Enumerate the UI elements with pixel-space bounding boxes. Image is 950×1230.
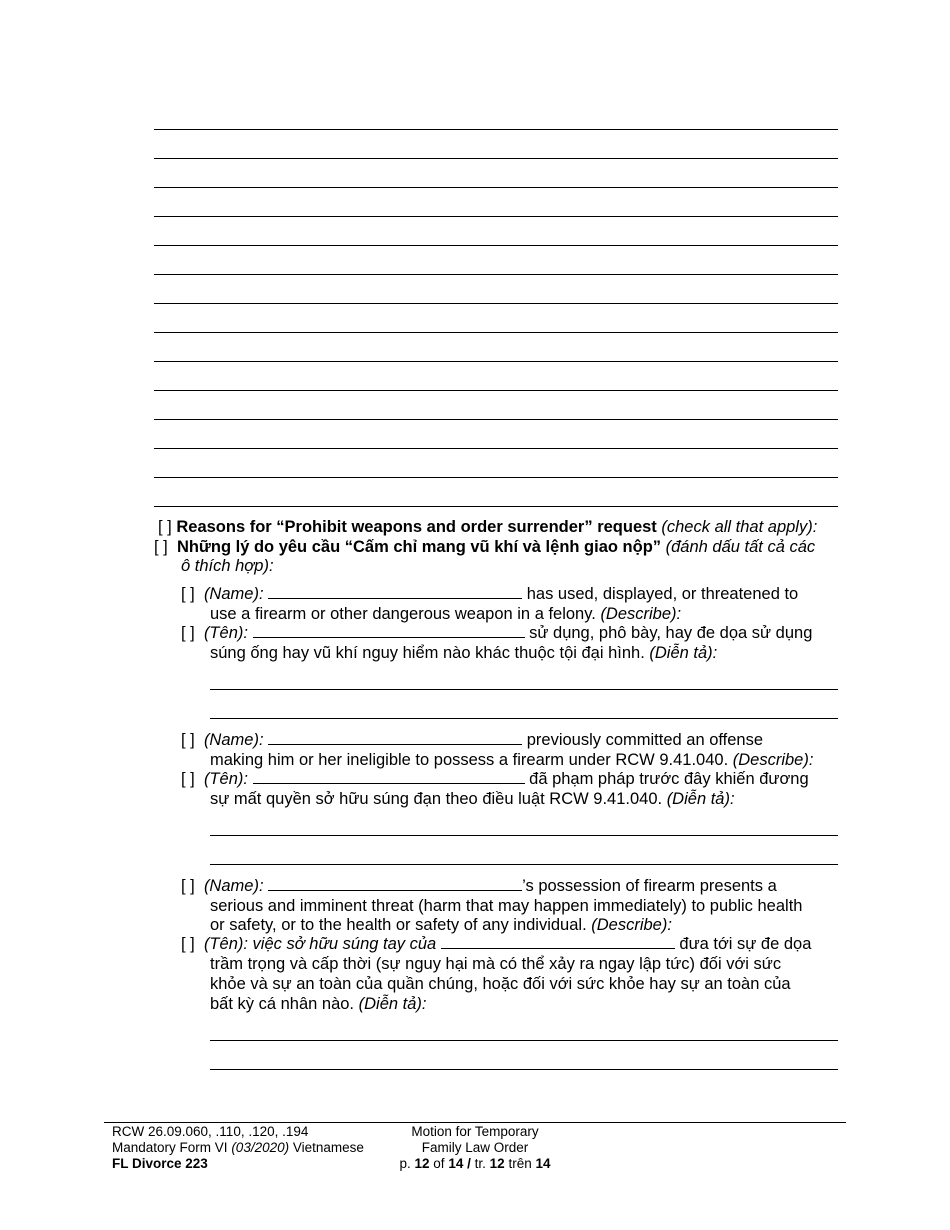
writing-line[interactable] [154, 303, 838, 304]
writing-line[interactable] [154, 245, 838, 246]
item-2-checkbox-en[interactable]: [ ] [181, 731, 195, 749]
item-1-describe-line[interactable] [210, 689, 838, 690]
section-title-vi: Những lý do yêu cầu “Cấm chỉ mang vũ khí và lệnh giao nộp” [176, 538, 662, 556]
item-3-en-describe: (Describe): [591, 916, 672, 934]
item-2-en-text-1: previously committed an offense [526, 731, 764, 749]
item-2-ten-label: (Tên): [203, 770, 248, 788]
item-2-describe-line[interactable] [210, 864, 838, 865]
item-3-en-line-1 [181, 876, 777, 896]
footer-title-line-1: Motion for Temporary [411, 1124, 539, 1139]
item-2-vi-text-2: sự mất quyền sở hữu súng đạn theo điều luật RCW 9.41.040. [210, 790, 663, 808]
item-2-vi-text-1: đã phạm pháp trước đây khiến đương [529, 770, 809, 788]
footer-page-number: p. 12 of 14 / tr. 12 trên 14 [399, 1156, 551, 1171]
item-3-vi-line-2: trầm trọng và cấp thời (sự nguy hại mà có thể xảy ra ngay lập tức) đối với sức [210, 955, 782, 973]
section-instruction-en: (check all that apply): [661, 518, 818, 536]
item-1-vi-describe: (Diễn tả): [649, 644, 718, 662]
item-3-ten-label: (Tên): việc sở hữu súng tay của [203, 935, 437, 953]
item-1-checkbox-en[interactable]: [ ] [181, 585, 195, 603]
item-1-en-line-1 [181, 584, 798, 604]
item-1-en-describe: (Describe): [600, 605, 682, 623]
item-3-vi-line-3: khỏe và sự an toàn của quần chúng, hoặc đối với sức khỏe hay sự an toàn của [210, 975, 791, 993]
item-2-en-describe: (Describe): [732, 751, 814, 769]
item-3-name-label: (Name): [203, 877, 264, 895]
item-3-en-text-3: or safety, or to the health or safety of any individual. [210, 916, 587, 934]
item-1-en-text-1: has used, displayed, or threatened to [526, 585, 799, 603]
section-instruction-vi: (đánh dấu tất cả các [665, 538, 816, 556]
section-title-en: Reasons for “Prohibit weapons and order surrender” request [176, 518, 657, 536]
item-2-vi-line-1 [181, 769, 809, 789]
item-3-name-field[interactable] [268, 876, 522, 891]
writing-line[interactable] [154, 361, 838, 362]
item-1-ten-label: (Tên): [203, 624, 248, 642]
section-heading-en [158, 517, 817, 537]
item-1-en-line-2 [210, 604, 681, 624]
footer-center [395, 1124, 555, 1172]
section-checkbox-en[interactable]: [ ] [158, 518, 172, 536]
item-3-en-line-3 [210, 915, 672, 935]
footer-mandatory-form: Mandatory Form VI (03/2020) Vietnamese [112, 1140, 364, 1155]
item-3-vi-text-4: bất kỳ cá nhân nào. [210, 995, 355, 1013]
footer-divider [104, 1122, 846, 1123]
item-1-name-field[interactable] [268, 584, 522, 599]
item-1-vi-line-1 [181, 623, 812, 643]
item-3-checkbox-vi[interactable]: [ ] [181, 935, 195, 953]
item-2-en-line-1 [181, 730, 763, 750]
writing-line[interactable] [154, 158, 838, 159]
item-3-en-line-2: serious and imminent threat (harm that may happen immediately) to public health [210, 897, 803, 915]
item-3-vi-describe: (Diễn tả): [358, 995, 427, 1013]
item-1-vi-line-2 [210, 643, 717, 663]
item-2-name-field[interactable] [268, 730, 522, 745]
item-2-checkbox-vi[interactable]: [ ] [181, 770, 195, 788]
item-3-vi-line-1 [181, 934, 811, 954]
writing-line[interactable] [154, 274, 838, 275]
item-2-describe-line[interactable] [210, 835, 838, 836]
section-checkbox-vi[interactable]: [ ] [154, 538, 168, 556]
section-instruction-vi-cont: ô thích hợp): [181, 557, 274, 575]
item-2-vi-line-2 [210, 789, 735, 809]
item-1-en-text-2: use a firearm or other dangerous weapon in a felony. [210, 605, 596, 623]
item-2-en-text-2: making him or her ineligible to possess a firearm under RCW 9.41.040. [210, 751, 729, 769]
item-1-describe-line[interactable] [210, 718, 838, 719]
item-3-vi-line-4 [210, 994, 426, 1014]
item-1-name-label: (Name): [203, 585, 264, 603]
item-3-describe-line[interactable] [210, 1040, 838, 1041]
writing-line[interactable] [154, 448, 838, 449]
footer-title-line-2: Family Law Order [421, 1140, 529, 1155]
section-heading-vi [154, 537, 815, 557]
item-2-en-line-2 [210, 750, 813, 770]
item-3-checkbox-en[interactable]: [ ] [181, 877, 195, 895]
item-3-describe-line[interactable] [210, 1069, 838, 1070]
footer-form-id: FL Divorce 223 [112, 1156, 208, 1171]
writing-line[interactable] [154, 419, 838, 420]
item-2-name-label: (Name): [203, 731, 264, 749]
footer-left [112, 1124, 364, 1172]
writing-line[interactable] [154, 216, 838, 217]
footer-rcw: RCW 26.09.060, .110, .120, .194 [112, 1124, 309, 1139]
item-3-ten-field[interactable] [441, 934, 675, 949]
item-2-ten-field[interactable] [253, 769, 525, 784]
writing-line[interactable] [154, 187, 838, 188]
writing-line[interactable] [154, 332, 838, 333]
item-1-checkbox-vi[interactable]: [ ] [181, 624, 195, 642]
item-1-vi-text-2: súng ống hay vũ khí nguy hiểm nào khác thuộc tội đại hình. [210, 644, 645, 662]
item-1-vi-text-1: sử dụng, phô bày, hay đe dọa sử dụng [529, 624, 813, 642]
writing-line[interactable] [154, 477, 838, 478]
item-2-vi-describe: (Diễn tả): [666, 790, 735, 808]
writing-line[interactable] [154, 129, 838, 130]
writing-line[interactable] [154, 390, 838, 391]
item-3-en-text-1: ’s possession of firearm presents a [522, 877, 777, 895]
item-1-ten-field[interactable] [253, 623, 525, 638]
writing-line[interactable] [154, 506, 838, 507]
item-3-vi-text-1: đưa tới sự đe dọa [679, 935, 812, 953]
